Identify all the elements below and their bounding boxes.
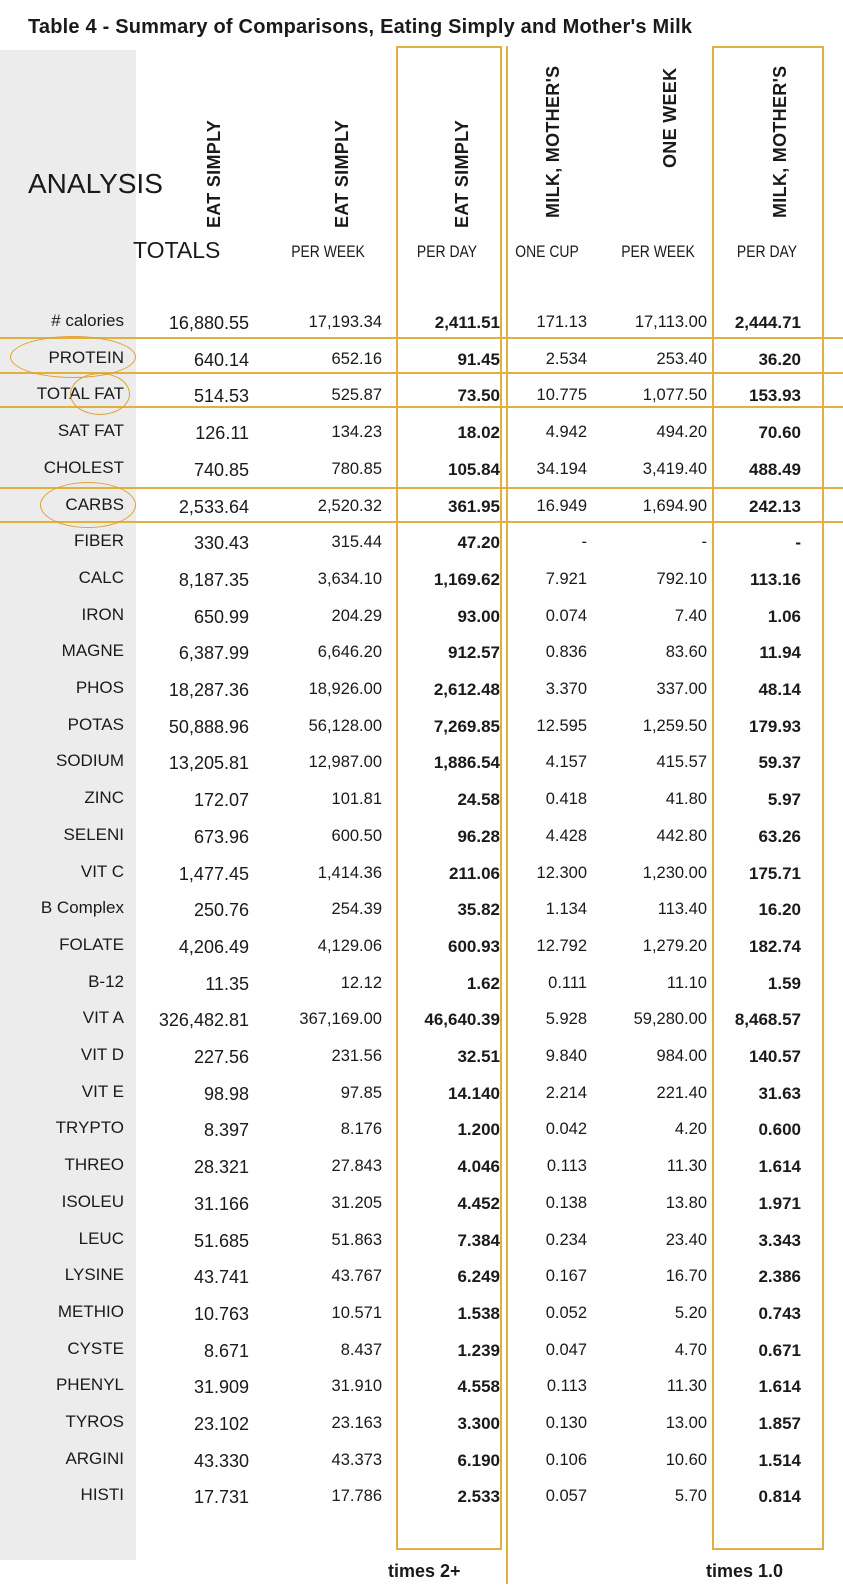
row-value: 11.10 bbox=[666, 973, 707, 992]
row-label: TYROS bbox=[65, 1412, 124, 1431]
row-value: 1.59 bbox=[767, 973, 801, 993]
row-value: 650.99 bbox=[193, 606, 249, 627]
row-value: 4.046 bbox=[457, 1157, 500, 1177]
row-value: 7.40 bbox=[674, 606, 707, 625]
row-value: 3,634.10 bbox=[317, 569, 382, 588]
row-value: 4.428 bbox=[545, 826, 587, 845]
row-value: 6,646.20 bbox=[317, 643, 382, 662]
row-value: 18.02 bbox=[457, 423, 500, 443]
row-value: 43.373 bbox=[331, 1450, 382, 1469]
row-label: FIBER bbox=[73, 531, 124, 551]
row-value: 14.140 bbox=[448, 1083, 500, 1103]
row-value: 250.76 bbox=[193, 900, 249, 921]
row-value: 31.63 bbox=[758, 1083, 801, 1103]
fat-circle bbox=[70, 373, 130, 415]
row-value: 113.16 bbox=[749, 569, 801, 589]
row-value: 0.814 bbox=[758, 1487, 801, 1507]
row-value: 984.00 bbox=[656, 1047, 707, 1065]
row-label: CARBS bbox=[65, 494, 124, 514]
row-value: 912.57 bbox=[448, 643, 500, 663]
row-value: 59,280.00 bbox=[633, 1010, 707, 1029]
row-value: 51.685 bbox=[193, 1230, 249, 1251]
row-value: 0.138 bbox=[545, 1193, 587, 1212]
row-value: 1,279.20 bbox=[642, 936, 707, 955]
row-label: B Complex bbox=[40, 898, 124, 918]
row-value: 2,612.48 bbox=[433, 680, 500, 699]
row-value: 1,230.00 bbox=[642, 863, 707, 882]
row-value: 242.13 bbox=[749, 496, 801, 516]
row-value: 1.971 bbox=[758, 1193, 801, 1213]
row-value: 179.93 bbox=[749, 716, 801, 736]
row-value: 12.12 bbox=[340, 973, 382, 992]
sub-head-per-day: PER DAY bbox=[416, 242, 478, 261]
row-value: 792.10 bbox=[656, 569, 707, 588]
row-label: ZINC bbox=[84, 788, 124, 808]
row-value: 740.85 bbox=[193, 459, 249, 480]
row-value: 8.397 bbox=[203, 1120, 249, 1141]
row-value: 70.60 bbox=[758, 423, 801, 443]
row-value: 780.85 bbox=[331, 459, 382, 478]
row-value: 8.176 bbox=[340, 1120, 382, 1139]
row-value: 96.28 bbox=[457, 826, 500, 846]
row-value: 4,206.49 bbox=[178, 936, 249, 957]
row-value: 47.20 bbox=[457, 533, 500, 553]
row-value: 1,886.54 bbox=[433, 753, 500, 773]
row-value: 415.57 bbox=[656, 753, 707, 772]
row-value: 43.741 bbox=[193, 1267, 249, 1288]
row-value: 32.51 bbox=[457, 1047, 500, 1066]
row-value: 13.00 bbox=[665, 1414, 707, 1432]
highlight-box-eat-simply-per-day bbox=[396, 46, 502, 1550]
row-value: 0.111 bbox=[548, 973, 587, 992]
row-value: 101.81 bbox=[331, 790, 382, 809]
row-value: 7,269.85 bbox=[433, 716, 500, 736]
row-value: 0.052 bbox=[545, 1303, 587, 1322]
row-value: 0.671 bbox=[758, 1340, 801, 1360]
row-value: 4.558 bbox=[457, 1377, 500, 1397]
highlight-line-4 bbox=[0, 487, 843, 489]
row-value: 1.514 bbox=[758, 1450, 801, 1470]
row-value: 361.95 bbox=[448, 496, 500, 516]
row-value: 8,187.35 bbox=[178, 569, 249, 590]
row-value: 1.614 bbox=[758, 1157, 801, 1177]
row-value: 2,520.32 bbox=[317, 496, 382, 515]
row-value: 11.94 bbox=[759, 643, 801, 663]
row-value: 31.166 bbox=[193, 1193, 249, 1214]
row-value: 50,888.96 bbox=[168, 716, 249, 737]
row-value: 36.20 bbox=[758, 349, 801, 369]
row-label: MAGNE bbox=[61, 641, 124, 661]
row-value: 98.98 bbox=[203, 1083, 249, 1104]
row-value: 13.80 bbox=[665, 1193, 707, 1212]
row-value: 4.157 bbox=[545, 753, 587, 772]
row-value: 23.40 bbox=[665, 1230, 707, 1249]
row-value: 525.87 bbox=[331, 386, 382, 405]
row-value: 8.671 bbox=[203, 1340, 249, 1361]
row-value: 2,411.51 bbox=[434, 313, 500, 332]
row-value: 6.190 bbox=[457, 1450, 500, 1470]
row-value: 31.909 bbox=[193, 1377, 249, 1398]
row-value: 5.70 bbox=[674, 1487, 707, 1506]
row-value: 0.057 bbox=[545, 1487, 587, 1506]
row-value: 18,287.36 bbox=[168, 680, 249, 700]
row-value: 1,169.62 bbox=[433, 569, 500, 589]
row-value: 31.910 bbox=[331, 1377, 382, 1396]
row-value: 330.43 bbox=[193, 533, 249, 554]
row-value: 16.70 bbox=[665, 1267, 707, 1286]
row-value: 0.113 bbox=[546, 1377, 587, 1396]
row-value: 43.767 bbox=[331, 1267, 382, 1286]
row-value: 16.20 bbox=[758, 900, 801, 920]
row-value: 10.60 bbox=[665, 1450, 707, 1469]
row-value: 1.06 bbox=[767, 606, 801, 626]
col-head-one-week: ONE WEEK bbox=[660, 67, 680, 168]
row-value: 171.13 bbox=[536, 313, 587, 331]
row-value: 1,259.50 bbox=[642, 716, 707, 735]
row-value: 4.452 bbox=[457, 1193, 500, 1213]
row-label: TRYPTO bbox=[55, 1118, 124, 1138]
row-value: 211.06 bbox=[448, 863, 500, 883]
row-value: 0.743 bbox=[758, 1303, 801, 1323]
row-value: 18,926.00 bbox=[308, 680, 382, 698]
row-value: 227.56 bbox=[193, 1047, 249, 1067]
row-value: 0.836 bbox=[545, 643, 587, 662]
row-value: 6.249 bbox=[457, 1267, 500, 1287]
row-value: 17.786 bbox=[331, 1487, 382, 1506]
column-divider bbox=[506, 46, 508, 1584]
row-value: 134.23 bbox=[331, 423, 382, 442]
row-value: 1.62 bbox=[466, 973, 500, 993]
row-value: 494.20 bbox=[656, 423, 707, 442]
col-head-milk-cup: MILK, MOTHER'S bbox=[543, 65, 563, 218]
row-value: 2,444.71 bbox=[734, 313, 801, 332]
row-value: 1.614 bbox=[758, 1377, 801, 1397]
row-value: 0.042 bbox=[545, 1120, 587, 1139]
row-value: 514.53 bbox=[193, 386, 249, 407]
row-value: 11.30 bbox=[666, 1157, 707, 1176]
row-value: 11.30 bbox=[666, 1377, 707, 1396]
row-value: 56,128.00 bbox=[308, 716, 382, 735]
row-value: 337.00 bbox=[656, 680, 707, 698]
row-label: POTAS bbox=[67, 714, 124, 734]
row-value: 31.205 bbox=[331, 1193, 382, 1212]
carbs-circle bbox=[40, 482, 136, 528]
row-value: 140.57 bbox=[749, 1047, 801, 1066]
row-value: 367,169.00 bbox=[299, 1010, 382, 1029]
row-value: 35.82 bbox=[457, 900, 500, 920]
row-value: 3.300 bbox=[457, 1414, 500, 1433]
row-label: PHENYL bbox=[55, 1375, 124, 1395]
row-value: 1,694.90 bbox=[642, 496, 707, 515]
footnote-times-2: times 2+ bbox=[388, 1561, 461, 1581]
row-label: LEUC bbox=[78, 1228, 124, 1248]
row-label: CALC bbox=[78, 567, 124, 587]
highlight-line-5 bbox=[0, 521, 843, 523]
row-value: 4.20 bbox=[674, 1120, 707, 1139]
row-label: FOLATE bbox=[59, 934, 124, 954]
row-value: - bbox=[795, 533, 801, 553]
row-value: 1.857 bbox=[758, 1414, 801, 1433]
row-label: HISTI bbox=[80, 1485, 124, 1505]
row-value: 17,193.34 bbox=[308, 313, 382, 331]
row-value: 8,468.57 bbox=[734, 1010, 801, 1030]
row-value: 12.595 bbox=[536, 716, 587, 735]
row-label: PROTEIN bbox=[48, 347, 124, 367]
row-value: 175.71 bbox=[749, 863, 801, 883]
row-value: 1.538 bbox=[457, 1303, 500, 1323]
row-value: 0.074 bbox=[545, 606, 587, 625]
row-value: 4,129.06 bbox=[317, 936, 382, 955]
row-value: 172.07 bbox=[193, 790, 249, 811]
row-value: 91.45 bbox=[457, 349, 500, 369]
row-value: 0.600 bbox=[758, 1120, 801, 1140]
row-value: 51.863 bbox=[331, 1230, 382, 1249]
row-value: 2,533.64 bbox=[178, 496, 249, 517]
row-label: SAT FAT bbox=[57, 421, 124, 441]
row-label: METHIO bbox=[57, 1301, 124, 1321]
totals-label: TOTALS bbox=[133, 237, 221, 263]
row-value: 253.40 bbox=[656, 349, 707, 368]
row-value: 1,477.45 bbox=[178, 863, 249, 884]
row-value: 73.50 bbox=[457, 386, 500, 406]
row-value: 12.300 bbox=[536, 863, 587, 882]
row-value: 600.93 bbox=[448, 936, 500, 956]
row-label: CHOLEST bbox=[43, 457, 124, 477]
row-value: 488.49 bbox=[749, 459, 801, 479]
row-value: 231.56 bbox=[331, 1047, 382, 1065]
row-value: 0.130 bbox=[545, 1414, 587, 1432]
row-value: 8.437 bbox=[340, 1340, 382, 1359]
row-value: 442.80 bbox=[656, 826, 707, 845]
row-value: 46,640.39 bbox=[424, 1010, 500, 1030]
row-value: 673.96 bbox=[193, 826, 249, 847]
row-value: 16,880.55 bbox=[168, 313, 249, 333]
protein-circle bbox=[10, 336, 136, 378]
row-value: 640.14 bbox=[193, 349, 249, 370]
analysis-label: ANALYSIS bbox=[28, 168, 163, 199]
sub-head-per-week-2: PER WEEK bbox=[621, 242, 695, 261]
row-value: 1,414.36 bbox=[317, 863, 382, 882]
row-value: 5.97 bbox=[767, 790, 801, 810]
highlight-line-1 bbox=[0, 337, 843, 339]
row-value: 652.16 bbox=[331, 349, 382, 368]
row-value: 126.11 bbox=[195, 423, 249, 444]
row-value: - bbox=[701, 533, 707, 552]
row-value: 1.200 bbox=[457, 1120, 500, 1140]
highlight-line-2 bbox=[0, 372, 843, 374]
sub-head-per-day-2: PER DAY bbox=[736, 242, 798, 261]
row-value: 326,482.81 bbox=[158, 1010, 249, 1031]
row-value: 5.20 bbox=[674, 1303, 707, 1322]
highlight-line-3 bbox=[0, 406, 843, 408]
row-value: 23.163 bbox=[331, 1414, 382, 1432]
table-title: Table 4 - Summary of Comparisons, Eating Simply and Mother's Milk bbox=[28, 16, 693, 38]
col-head-eat-simply-week: EAT SIMPLY bbox=[332, 119, 352, 228]
row-value: 4.942 bbox=[545, 423, 587, 442]
row-value: 0.234 bbox=[545, 1230, 587, 1249]
row-value: 315.44 bbox=[331, 533, 382, 552]
row-value: 153.93 bbox=[749, 386, 801, 406]
row-value: 11.35 bbox=[205, 973, 249, 994]
row-label: VIT D bbox=[80, 1045, 124, 1064]
row-label: SODIUM bbox=[56, 751, 124, 771]
row-value: 7.921 bbox=[545, 569, 587, 588]
row-value: 2.534 bbox=[545, 349, 587, 368]
row-value: 10.775 bbox=[536, 386, 587, 405]
row-value: 24.58 bbox=[457, 790, 500, 810]
row-value: 6,387.99 bbox=[178, 643, 249, 664]
row-value: 2.386 bbox=[758, 1267, 801, 1287]
row-value: 10.763 bbox=[193, 1303, 249, 1324]
row-value: 0.418 bbox=[545, 790, 587, 809]
highlight-box-milk-per-day bbox=[712, 46, 824, 1550]
row-value: 7.384 bbox=[457, 1230, 500, 1250]
row-label: SELENI bbox=[63, 824, 124, 844]
row-value: 12.792 bbox=[536, 936, 587, 955]
row-label: VIT A bbox=[82, 1008, 124, 1028]
row-value: 0.167 bbox=[545, 1267, 587, 1286]
row-label: VIT E bbox=[81, 1081, 124, 1101]
row-value: 17,113.00 bbox=[634, 313, 707, 331]
row-label: IRON bbox=[81, 604, 124, 624]
col-head-eat-simply-totals: EAT SIMPLY bbox=[204, 119, 224, 228]
row-label: ARGINI bbox=[65, 1448, 124, 1468]
row-value: 63.26 bbox=[758, 826, 801, 846]
row-value: 254.39 bbox=[331, 900, 382, 919]
row-value: 17.731 bbox=[193, 1487, 249, 1508]
row-value: 0.047 bbox=[545, 1340, 587, 1359]
row-value: 12,987.00 bbox=[308, 753, 382, 772]
row-value: 16.949 bbox=[536, 496, 587, 515]
row-value: 9.840 bbox=[545, 1047, 587, 1065]
col-head-milk-day: MILK, MOTHER'S bbox=[770, 65, 790, 218]
row-value: 59.37 bbox=[758, 753, 801, 773]
row-value: 43.330 bbox=[193, 1450, 249, 1471]
row-label: PHOS bbox=[75, 678, 124, 697]
row-value: 93.00 bbox=[457, 606, 500, 626]
row-value: 113.40 bbox=[657, 900, 707, 919]
footnote-times-1: times 1.0 bbox=[706, 1561, 784, 1581]
row-value: 34.194 bbox=[536, 459, 587, 478]
row-value: 41.80 bbox=[665, 790, 707, 809]
row-value: 2.214 bbox=[545, 1083, 587, 1102]
row-value: 48.14 bbox=[758, 680, 801, 699]
row-label: B-12 bbox=[88, 971, 124, 991]
row-label: LYSINE bbox=[64, 1265, 124, 1285]
row-value: - bbox=[581, 533, 587, 552]
row-label: TOTAL FAT bbox=[36, 384, 124, 404]
row-value: 10.571 bbox=[331, 1303, 382, 1322]
row-label: # calories bbox=[51, 311, 124, 330]
row-value: 23.102 bbox=[193, 1414, 249, 1434]
row-value: 1,077.50 bbox=[642, 386, 707, 405]
col-head-eat-simply-day: EAT SIMPLY bbox=[452, 119, 472, 228]
row-value: 204.29 bbox=[331, 606, 382, 625]
row-value: 3.343 bbox=[758, 1230, 801, 1250]
row-label: ISOLEU bbox=[61, 1191, 124, 1211]
row-value: 2.533 bbox=[457, 1487, 500, 1507]
row-value: 3,419.40 bbox=[642, 459, 707, 478]
row-value: 1.134 bbox=[545, 900, 587, 919]
row-value: 27.843 bbox=[331, 1157, 382, 1176]
sub-head-per-week: PER WEEK bbox=[291, 242, 365, 261]
row-value: 83.60 bbox=[665, 643, 707, 662]
row-value: 3.370 bbox=[545, 680, 587, 698]
row-value: 13,205.81 bbox=[168, 753, 249, 774]
row-value: 28.321 bbox=[193, 1157, 249, 1178]
row-value: 0.106 bbox=[545, 1450, 587, 1469]
row-value: 1.239 bbox=[457, 1340, 500, 1360]
row-label: CYSTE bbox=[67, 1338, 124, 1358]
sub-head-one-cup: ONE CUP bbox=[515, 242, 579, 261]
row-value: 0.113 bbox=[546, 1157, 587, 1176]
row-value: 221.40 bbox=[656, 1083, 707, 1102]
row-label: THREO bbox=[64, 1155, 124, 1175]
row-value: 4.70 bbox=[674, 1340, 707, 1359]
row-value: 5.928 bbox=[545, 1010, 587, 1029]
row-value: 97.85 bbox=[340, 1083, 382, 1102]
row-label: VIT C bbox=[80, 861, 124, 881]
row-value: 600.50 bbox=[331, 826, 382, 845]
row-value: 105.84 bbox=[448, 459, 500, 479]
row-value: 182.74 bbox=[749, 936, 801, 956]
